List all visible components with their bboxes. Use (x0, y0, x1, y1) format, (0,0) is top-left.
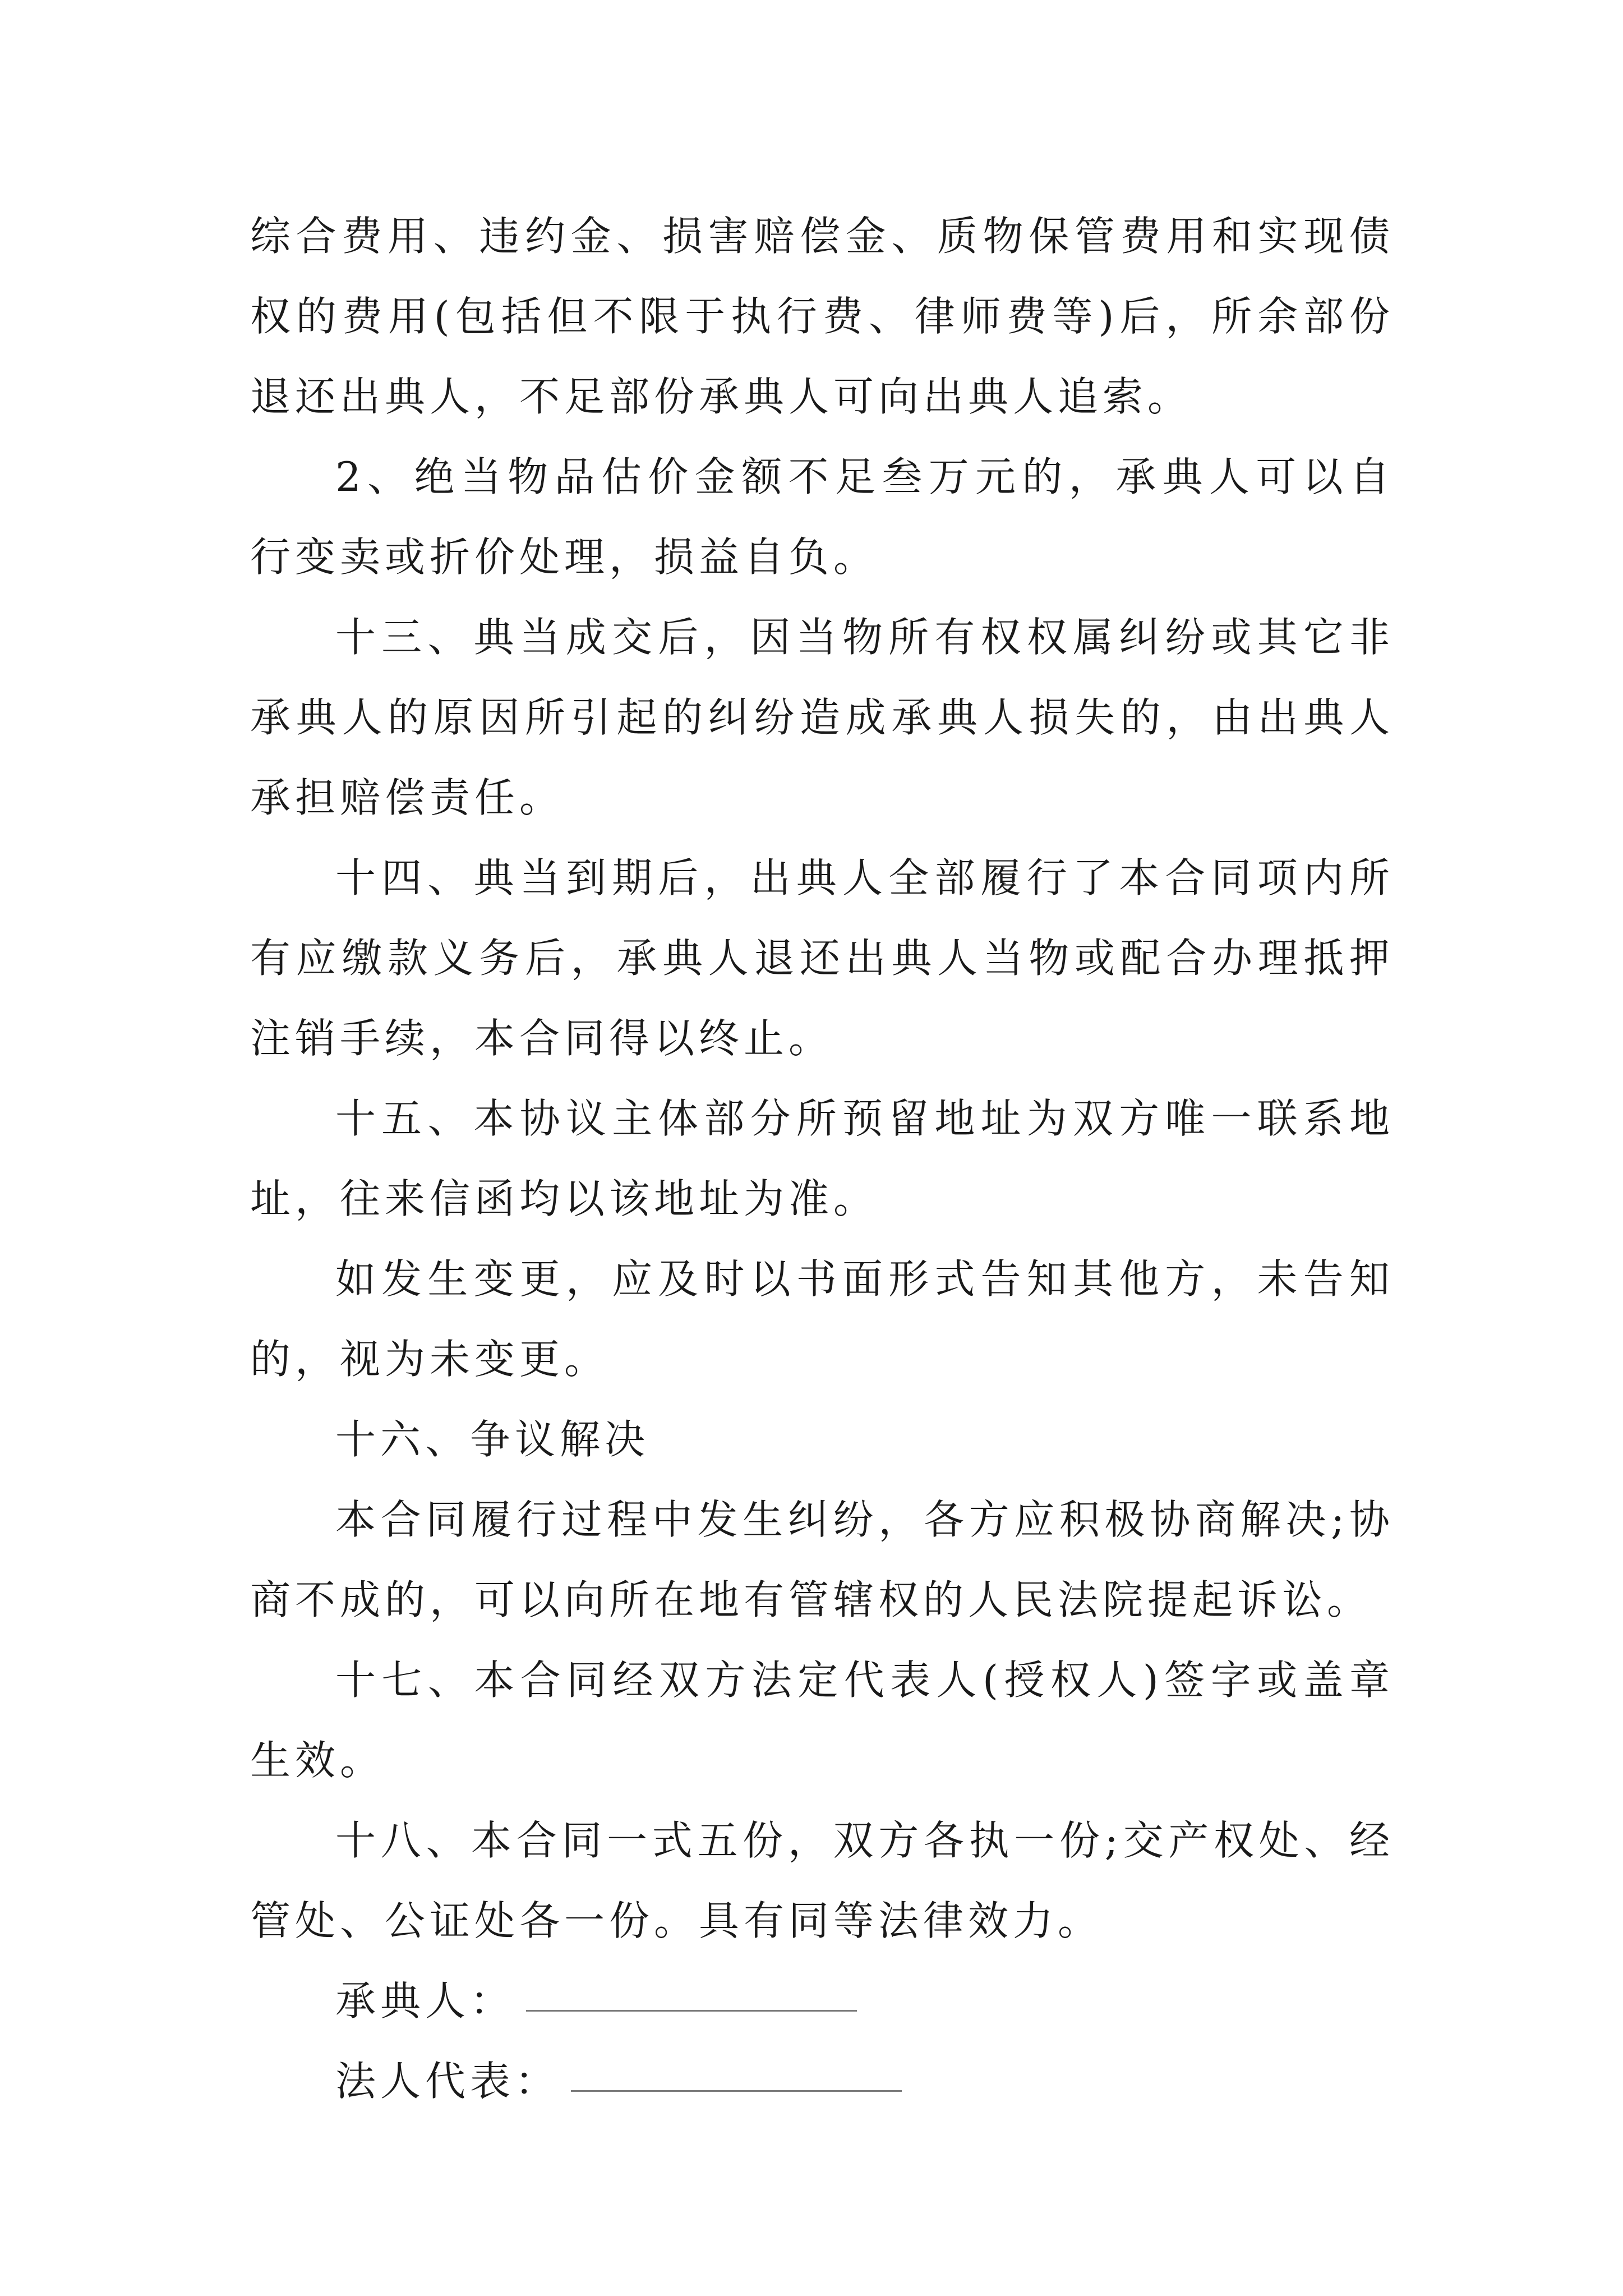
pawnee-signature-line (526, 2009, 857, 2012)
paragraph-fees-continuation: 综合费用、违约金、损害赔偿金、质物保管费用和实现债权的费用(包括但不限于执行费、律师费等)后，所余部份退还出典人，不足部份承典人可向出典人追索。 (250, 213, 1394, 420)
legal-rep-signature-line (571, 2090, 902, 2092)
paragraph-clause-16-heading: 十六、争议解决 (335, 1416, 650, 1463)
paragraph-clause-18: 十八、本合同一式五份，双方各执一份;交产权处、经管处、公证处各一份。具有同等法律效力。 (250, 1817, 1394, 1944)
signature-row-legal-rep (250, 2041, 1394, 2122)
paragraph-clause-13: 十三、典当成交后，因当物所有权权属纠纷或其它非承典人的原因所引起的纠纷造成承典人损失的，由出典人承担赔偿责任。 (250, 614, 1394, 821)
paragraph-address-change: 如发生变更，应及时以书面形式告知其他方，未告知的，视为未变更。 (250, 1255, 1394, 1383)
paragraph-clause-17: 十七、本合同经双方法定代表人(授权人)签字或盖章生效。 (250, 1657, 1394, 1784)
signature-row-pawnee (250, 1961, 1394, 2041)
legal-rep-label: 法人代表： (335, 2058, 560, 2105)
paragraph-clause-15: 十五、本协议主体部分所预留地址为双方唯一联系地址，往来信函均以该地址为准。 (250, 1095, 1394, 1222)
contract-body (250, 196, 1394, 2122)
pawnee-label: 承典人： (335, 1977, 515, 2024)
paragraph-clause-14: 十四、典当到期后，出典人全部履行了本合同项内所有应缴款义务后，承典人退还出典人当物或配合办理抵押注销手续，本合同得以终止。 (250, 854, 1394, 1062)
paragraph-clause-2: 2、绝当物品估价金额不足叁万元的，承典人可以自行变卖或折价处理，损益自负。 (250, 453, 1394, 581)
paragraph-dispute-resolution: 本合同履行过程中发生纠纷，各方应积极协商解决;协商不成的，可以向所在地有管辖权的人民法院提起诉讼。 (250, 1496, 1394, 1623)
